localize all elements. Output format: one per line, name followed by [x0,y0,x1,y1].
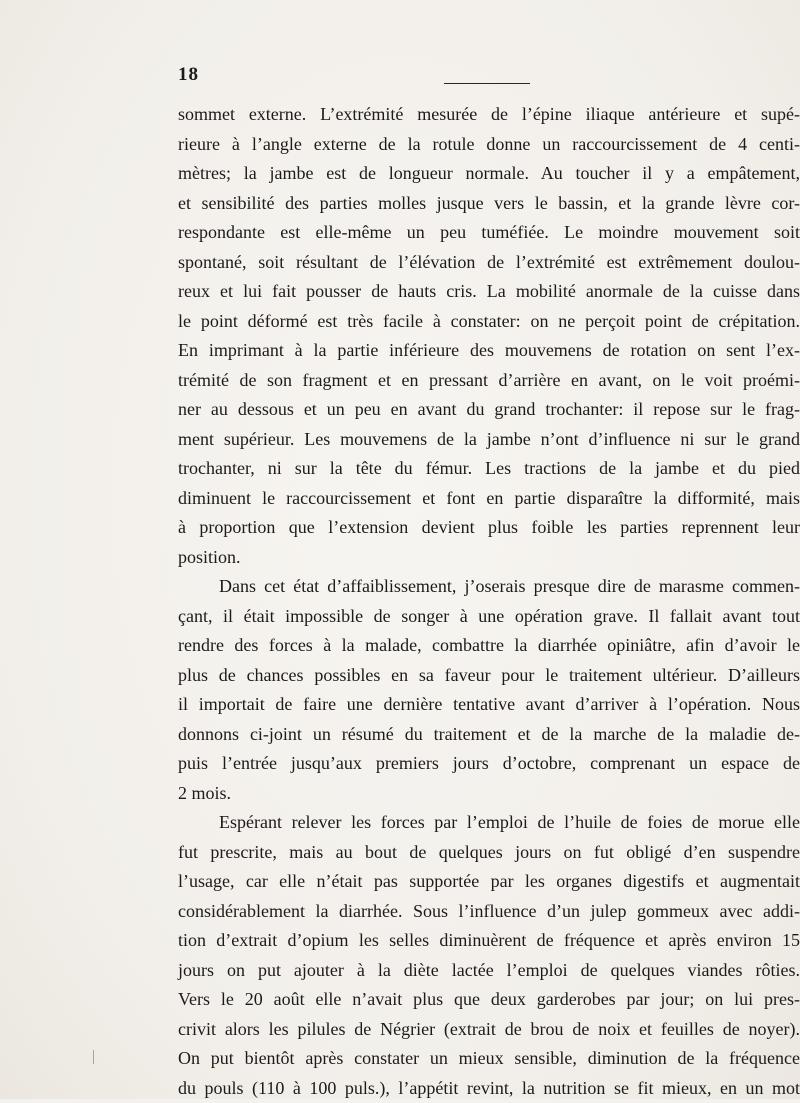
text-line: du pouls (110 à 100 puls.), l’appétit revint, la nutrition se fit mieux, en un mot [178,1074,800,1103]
text-line: çant, il était impossible de songer à une opération grave. Il fallait avant tout [178,602,800,632]
text-line: crivit alors les pilules de Négrier (extrait de brou de noix et feuilles de noyer). [178,1015,800,1045]
text-line: Espérant relever les forces par l’emploi de l’huile de foies de morue elle [178,808,800,838]
text-line: rendre des forces à la malade, combattre la diarrhée opiniâtre, afin d’avoir le [178,631,800,661]
text-line: ment supérieur. Les mouvemens de la jambe n’ont d’influence ni sur le grand [178,425,800,455]
text-line: diminuent le raccourcissement et font en partie disparaître la difformité, mais [178,484,800,514]
text-line: reux et lui fait pousser de hauts cris. La mobilité anormale de la cuisse dans [178,277,800,307]
text-line: mètres; la jambe est de longueur normale. Au toucher il y a empâtement, [178,159,800,189]
text-line: fut prescrite, mais au bout de quelques jours on fut obligé d’en suspendre [178,838,800,868]
text-line: 2 mois. [178,779,800,809]
text-line: et sensibilité des parties molles jusque vers le bassin, et la grande lèvre cor- [178,189,800,219]
text-line: spontané, soit résultant de l’élévation de l’extrémité est extrêmement doulou- [178,248,800,278]
text-line: Vers le 20 août elle n’avait plus que deux garderobes par jour; on lui pres- [178,985,800,1015]
text-line: tion d’extrait d’opium les selles diminuèrent de fréquence et après environ 15 [178,926,800,956]
text-line: En imprimant à la partie inférieure des mouvemens de rotation on sent l’ex- [178,336,800,366]
text-line: donnons ci-joint un résumé du traitement et de la marche de la maladie de- [178,720,800,750]
page-number: 18 [178,64,199,86]
text-line: trémité de son fragment et en pressant d’arrière en avant, on le voit proémi- [178,366,800,396]
text-line: Dans cet état d’affaiblissement, j’oserais presque dire de marasme commen- [178,572,800,602]
text-line: rieure à l’angle externe de la rotule donne un raccourcissement de 4 centi- [178,130,800,160]
text-line: trochanter, ni sur la tête du fémur. Les tractions de la jambe et du pied [178,454,800,484]
text-line: plus de chances possibles en sa faveur pour le traitement ultérieur. D’ailleurs [178,661,800,691]
text-line: à proportion que l’extension devient plus foible les parties reprennent leur [178,513,800,543]
text-line: considérablement la diarrhée. Sous l’influence d’un julep gommeux avec addi- [178,897,800,927]
text-line: ner au dessous et un peu en avant du grand trochanter: il repose sur le frag- [178,395,800,425]
text-line: le point déformé est très facile à constater: on ne perçoit point de crépitation. [178,307,800,337]
text-line: sommet externe. L’extrémité mesurée de l’épine iliaque antérieure et supé- [178,100,800,130]
margin-mark [93,1050,94,1064]
text-line: jours on put ajouter à la diète lactée l’emploi de quelques viandes rôties. [178,956,800,986]
body-text [178,100,800,1103]
text-line: puis l’entrée jusqu’aux premiers jours d’octobre, comprenant un espace de [178,749,800,779]
text-line: l’usage, car elle n’était pas supportée par les organes digestifs et augmentait [178,867,800,897]
text-line: respondante est elle-même un peu tuméfiée. Le moindre mouvement soit [178,218,800,248]
text-line: il importait de faire une dernière tentative avant d’arriver à l’opération. Nous [178,690,800,720]
header-rule [444,83,530,84]
text-line: On put bientôt après constater un mieux sensible, diminution de la fréquence [178,1044,800,1074]
text-line: position. [178,543,800,573]
